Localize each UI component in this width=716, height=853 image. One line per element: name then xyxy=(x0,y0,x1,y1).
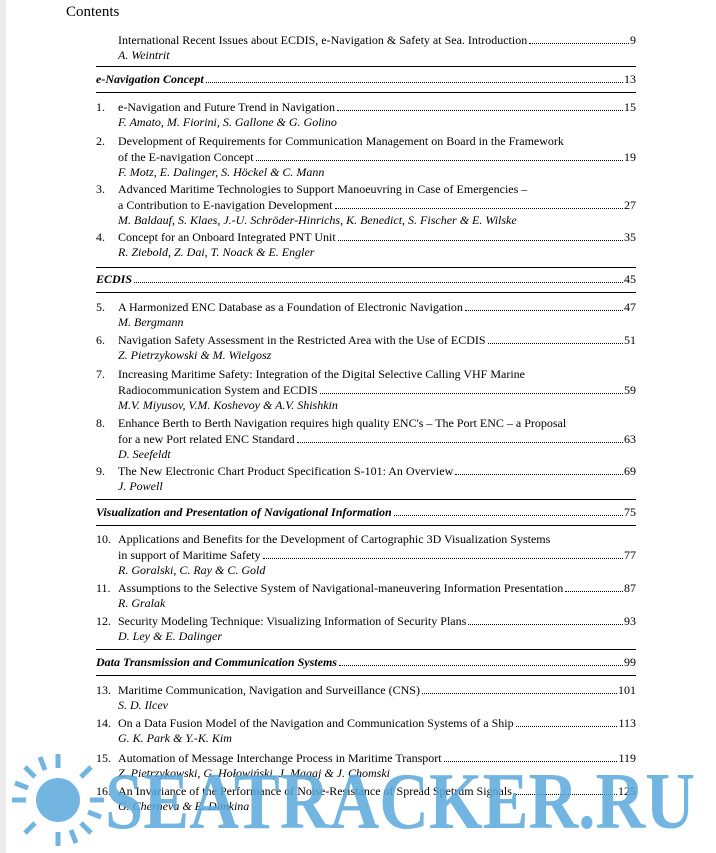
entry-page: 47 xyxy=(624,300,636,314)
entry-title: e-Navigation and Future Trend in Navigation xyxy=(118,100,335,114)
entry-title: On a Data Fusion Model of the Navigation and Communication Systems of a Ship xyxy=(118,716,514,730)
dot-leader xyxy=(422,693,617,694)
dot-leader xyxy=(338,240,623,241)
entry-page: 51 xyxy=(624,333,636,347)
entry-page: 9 xyxy=(630,33,636,47)
entry-title-cont: a Contribution to E-navigation Development xyxy=(118,198,333,212)
entry-title-cont: in support of Maritime Safety xyxy=(118,548,261,562)
entry-title: Maritime Communication, Navigation and Surveillance (CNS) xyxy=(118,683,420,697)
toc-entry[interactable] xyxy=(96,133,636,180)
entry-title: International Recent Issues about ECDIS, e-Navigation & Safety at Sea. Introduction xyxy=(118,33,528,47)
entry-number: 5. xyxy=(96,300,105,314)
entry-authors: M. Bergmann xyxy=(118,315,184,329)
toc-entry[interactable] xyxy=(96,613,636,644)
entry-number: 15. xyxy=(96,751,111,765)
watermark-text: SEATRACKER.RU xyxy=(105,758,695,846)
entry-title: Automation of Message Interchange Process in Maritime Transport xyxy=(118,751,442,765)
entry-title-cont: for a new Port related ENC Standard xyxy=(118,432,295,446)
toc-entry[interactable] xyxy=(96,229,636,260)
entry-page: 101 xyxy=(618,683,636,697)
entry-title: Assumptions to the Selective System of Navigational-maneuvering Information Presentation xyxy=(118,581,564,595)
entry-title: Increasing Maritime Safety: Integration of the Digital Selective Calling VHF Marine xyxy=(118,367,526,381)
section-rule xyxy=(96,649,636,650)
dot-leader xyxy=(488,343,623,344)
section-page: 99 xyxy=(624,655,636,669)
entry-page: 125 xyxy=(618,784,636,798)
entry-authors: Z. Pietrzykowski, G. Hołowiński, J. Magaj & J. Chomski xyxy=(118,766,390,780)
entry-number: 16. xyxy=(96,784,111,798)
entry-authors: G. K. Park & Y.-K. Kim xyxy=(118,731,232,745)
toc-entry[interactable] xyxy=(96,332,636,363)
entry-page: 77 xyxy=(624,548,636,562)
entry-title-cont: of the E-navigation Concept xyxy=(118,150,254,164)
dot-leader xyxy=(263,558,623,559)
section-rule xyxy=(96,267,636,268)
entry-authors: J. Powell xyxy=(118,479,163,493)
entry-page: 63 xyxy=(624,432,636,446)
toc-entry[interactable] xyxy=(96,783,636,814)
toc-entry-intro[interactable] xyxy=(96,32,636,63)
dot-leader xyxy=(134,282,623,283)
section-page: 13 xyxy=(624,72,636,86)
entry-number: 12. xyxy=(96,614,111,628)
toc-entry[interactable] xyxy=(96,682,636,713)
toc-entry[interactable] xyxy=(96,181,636,228)
entry-page: 15 xyxy=(624,100,636,114)
entry-page: 59 xyxy=(624,383,636,397)
section-rule xyxy=(96,66,636,67)
entry-authors: F. Amato, M. Fiorini, S. Gallone & G. Golino xyxy=(118,115,337,129)
entry-authors: M. Baldauf, S. Klaes, J.-U. Schröder-Hinrichs, K. Benedict, S. Fischer & E. Wilske xyxy=(118,213,517,227)
dot-leader xyxy=(339,665,623,666)
entry-authors: A. Weintrit xyxy=(118,48,170,62)
toc-entry[interactable] xyxy=(96,299,636,330)
toc-entry[interactable] xyxy=(96,366,636,413)
entry-authors: D. Seefeldt xyxy=(118,447,171,461)
entry-number: 8. xyxy=(96,416,105,430)
entry-page: 119 xyxy=(618,751,636,765)
entry-authors: F. Motz, E. Dalinger, S. Höckel & C. Mann xyxy=(118,165,325,179)
dot-leader xyxy=(335,208,623,209)
section-title: e-Navigation Concept xyxy=(96,72,204,86)
dot-leader xyxy=(206,82,623,83)
entry-title-cont: Radiocommunication System and ECDIS xyxy=(118,383,318,397)
entry-authors: G. Cherneva & E. Dimkina xyxy=(118,799,250,813)
entry-page: 113 xyxy=(618,716,636,730)
dot-leader xyxy=(516,726,618,727)
dot-leader xyxy=(468,624,623,625)
entry-number: 7. xyxy=(96,367,105,381)
entry-title: Concept for an Onboard Integrated PNT Unit xyxy=(118,230,336,244)
toc-entry[interactable] xyxy=(96,463,636,494)
dot-leader xyxy=(320,393,623,394)
dot-leader xyxy=(337,110,623,111)
entry-title: Advanced Maritime Technologies to Support Manoeuvring in Case of Emergencies – xyxy=(118,182,528,196)
dot-leader xyxy=(455,474,623,475)
entry-page: 93 xyxy=(624,614,636,628)
entry-number: 14. xyxy=(96,716,111,730)
page-title: Contents xyxy=(66,4,120,20)
dot-leader xyxy=(256,160,623,161)
entry-number: 11. xyxy=(96,581,111,595)
entry-title: The New Electronic Chart Product Specification S-101: An Overview xyxy=(118,464,454,478)
dot-leader xyxy=(297,442,623,443)
entry-number: 1. xyxy=(96,100,105,114)
entry-title: Enhance Berth to Berth Navigation requires high quality ENC's – The Port ENC – a Proposal xyxy=(118,416,567,430)
entry-page: 19 xyxy=(624,150,636,164)
entry-number: 9. xyxy=(96,464,105,478)
entry-authors: S. D. Ilcev xyxy=(118,698,168,712)
entry-authors: R. Ziebold, Z. Dai, T. Noack & E. Engler xyxy=(118,245,315,259)
entry-authors: D. Ley & E. Dalinger xyxy=(118,629,222,643)
toc-entry[interactable] xyxy=(96,715,636,746)
section-page: 45 xyxy=(624,272,636,286)
dot-leader xyxy=(529,43,629,44)
toc-entry[interactable] xyxy=(96,750,636,781)
entry-page: 27 xyxy=(624,198,636,212)
toc-section-visualization[interactable] xyxy=(96,505,636,520)
section-title: Data Transmission and Communication Systems xyxy=(96,655,337,669)
section-rule xyxy=(96,92,636,93)
entry-title: An Invariance of the Performance of Noise-Resistance of Spread Spetrum Signals xyxy=(118,784,512,798)
entry-number: 3. xyxy=(96,182,105,196)
entry-title: Applications and Benefits for the Development of Cartographic 3D Visualization Systems xyxy=(118,532,551,546)
toc-section-ecdis[interactable] xyxy=(96,272,636,287)
entry-page: 35 xyxy=(624,230,636,244)
dot-leader xyxy=(444,761,618,762)
toc-entry[interactable] xyxy=(96,580,636,611)
entry-title: Development of Requirements for Communication Management on Board in the Framework xyxy=(118,134,564,148)
toc-entry[interactable] xyxy=(96,531,636,578)
entry-title: Navigation Safety Assessment in the Restricted Area with the Use of ECDIS xyxy=(118,333,486,347)
section-rule xyxy=(96,292,636,293)
page-edge-shadow xyxy=(0,0,6,853)
section-rule xyxy=(96,675,636,676)
section-title: ECDIS xyxy=(96,272,133,286)
entry-number: 6. xyxy=(96,333,105,347)
sun-logo-icon xyxy=(12,754,104,846)
entry-page: 69 xyxy=(624,464,636,478)
entry-number: 2. xyxy=(96,134,105,148)
dot-leader xyxy=(565,591,623,592)
toc-section-data-transmission[interactable] xyxy=(96,655,636,670)
toc-entry[interactable] xyxy=(96,415,636,462)
toc-section-e-navigation[interactable] xyxy=(96,72,636,87)
entry-title: A Harmonized ENC Database as a Foundation of Electronic Navigation xyxy=(118,300,463,314)
entry-page: 87 xyxy=(624,581,636,595)
entry-authors: R. Goralski, C. Ray & C. Gold xyxy=(118,563,266,577)
entry-number: 10. xyxy=(96,532,111,546)
entry-authors: R. Gralak xyxy=(118,596,166,610)
section-rule xyxy=(96,499,636,500)
section-title: Visualization and Presentation of Navigational Information xyxy=(96,505,392,519)
dot-leader xyxy=(394,515,623,516)
entry-number: 4. xyxy=(96,230,105,244)
dot-leader xyxy=(465,310,623,311)
section-rule xyxy=(96,525,636,526)
toc-entry[interactable] xyxy=(96,99,636,130)
entry-authors: Z. Pietrzykowski & M. Wielgosz xyxy=(118,348,272,362)
entry-authors: M.V. Miyusov, V.M. Koshevoy & A.V. Shishkin xyxy=(118,398,338,412)
entry-title: Security Modeling Technique: Visualizing Information of Security Plans xyxy=(118,614,467,628)
dot-leader xyxy=(514,794,617,795)
section-page: 75 xyxy=(624,505,636,519)
entry-number: 13. xyxy=(96,683,111,697)
